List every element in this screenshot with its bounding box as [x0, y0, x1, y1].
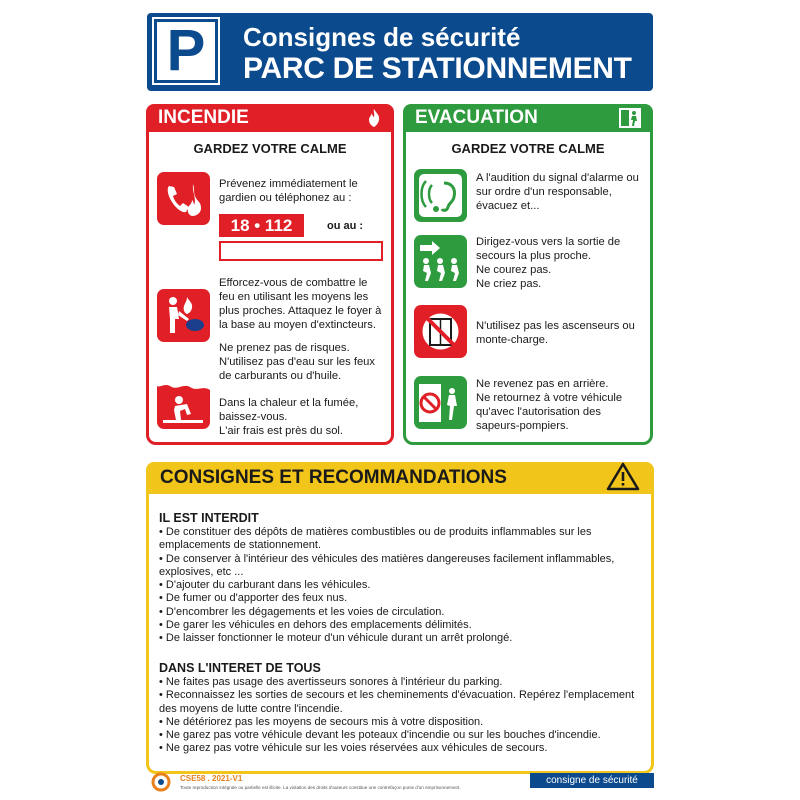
header-title-line2: PARC DE STATIONNEMENT [243, 52, 632, 85]
alarm-signal-icon [414, 169, 467, 222]
copyright-notice: Toute reproduction intégrale ou partielle est illicite. La violation des droits d'auteurs constitue une contrefaçon punie d'un emprisonnement. [180, 785, 461, 790]
incendie-calm-heading: GARDEZ VOTRE CALME [193, 141, 347, 156]
do-not-return-icon [414, 376, 467, 429]
list-item: • De laisser fonctionner le moteur d'un véhicule durant un arrêt prolongé. [159, 632, 647, 645]
incendie-step4-text: Dans la chaleur et la fumée, baissez-vous. L'air frais est près du sol. [219, 397, 359, 437]
list-item: • Ne faites pas usage des avertisseurs sonores à l'intérieur du parking. [159, 676, 647, 689]
list-item: • Ne garez pas votre véhicule sur les voies réservées aux véhicules de secours. [159, 742, 647, 755]
evacuation-step1-text: A l'audition du signal d'alarme ou sur ordre d'un responsable, évacuez et... [476, 172, 639, 212]
consignes-panel [146, 462, 654, 774]
warning-triangle-icon [606, 461, 640, 491]
header-banner [147, 13, 653, 91]
evacuation-step3-text: N'utilisez pas les ascenseurs ou monte-charge. [476, 320, 635, 346]
crouch-under-smoke-icon [157, 376, 210, 429]
header-title-line1: Consignes de sécurité [243, 22, 521, 52]
interet-heading: DANS L'INTERET DE TOUS [159, 661, 321, 675]
interet-list [159, 676, 647, 756]
list-item: • De garer les véhicules en dehors des emplacements délimités. [159, 619, 647, 632]
incendie-panel [146, 104, 394, 445]
incendie-title: INCENDIE [158, 107, 249, 128]
evacuation-header [403, 104, 653, 132]
footer-label: consigne de sécurité [530, 773, 654, 788]
interdit-list [159, 526, 647, 646]
no-elevator-icon [414, 305, 467, 358]
consignes-header [146, 462, 654, 494]
incendie-header [146, 104, 394, 132]
run-to-exit-icon [414, 235, 467, 288]
emergency-exit-icon [619, 108, 641, 128]
list-item: • Ne garez pas votre véhicule devant les poteaux d'incendie ou sur les bouches d'incendie. [159, 729, 647, 742]
or-label: ou au : [327, 220, 364, 232]
fire-extinguisher-icon [157, 289, 210, 342]
list-item: • Ne détériorez pas les moyens de secours mis à votre disposition. [159, 716, 647, 729]
interdit-heading: IL EST INTERDIT [159, 511, 259, 525]
brand-logo-icon [150, 772, 172, 792]
parking-icon: P [154, 19, 218, 83]
document-code: CSE58 . 2021-V1 [180, 774, 243, 783]
fire-telephone-icon [157, 172, 210, 225]
evacuation-step4-text: Ne revenez pas en arrière. Ne retournez à votre véhicule qu'avec l'autorisation des sapeurs-pompiers. [476, 378, 623, 432]
list-item: • De constituer des dépôts de matières combustibles ou de produits inflammables sur les emplacements de stationnement. [159, 526, 647, 553]
incendie-step1-text: Prévenez immédiatement le gardien ou téléphonez au : [219, 178, 358, 204]
incendie-step3-text: Ne prenez pas de risques. N'utilisez pas d'eau sur les feux de carburants ou d'huile. [219, 342, 376, 382]
consignes-title: CONSIGNES ET RECOMMANDATIONS [160, 467, 507, 488]
incendie-step2-text: Efforcez-vous de combattre le feu en utilisant les moyens les plus proches. Attaquez le foyer à la base au moyen d'extincteurs. [219, 277, 382, 331]
list-item: • De fumer ou d'apporter des feux nus. [159, 592, 647, 605]
list-item: • Reconnaissez les sorties de secours et les cheminements d'évacuation. Repérez l'emplacement des moyens de lutte contre l'incendie. [159, 689, 647, 716]
list-item: • De conserver à l'intérieur des véhicules des matières dangereuses facilement inflammables, explosives, etc ... [159, 553, 647, 580]
evacuation-title: EVACUATION [415, 107, 538, 128]
list-item: • D'encombrer les dégagements et les voies de circulation. [159, 606, 647, 619]
evacuation-panel [403, 104, 653, 445]
evacuation-step2-text: Dirigez-vous vers la sortie de secours la plus proche. Ne courez pas. Ne criez pas. [476, 236, 621, 290]
evacuation-calm-heading: GARDEZ VOTRE CALME [451, 141, 605, 156]
emergency-phone-number: 18 • 112 [219, 214, 304, 237]
flame-icon [366, 108, 382, 128]
list-item: • D'ajouter du carburant dans les véhicules. [159, 579, 647, 592]
other-phone-field [219, 241, 383, 261]
